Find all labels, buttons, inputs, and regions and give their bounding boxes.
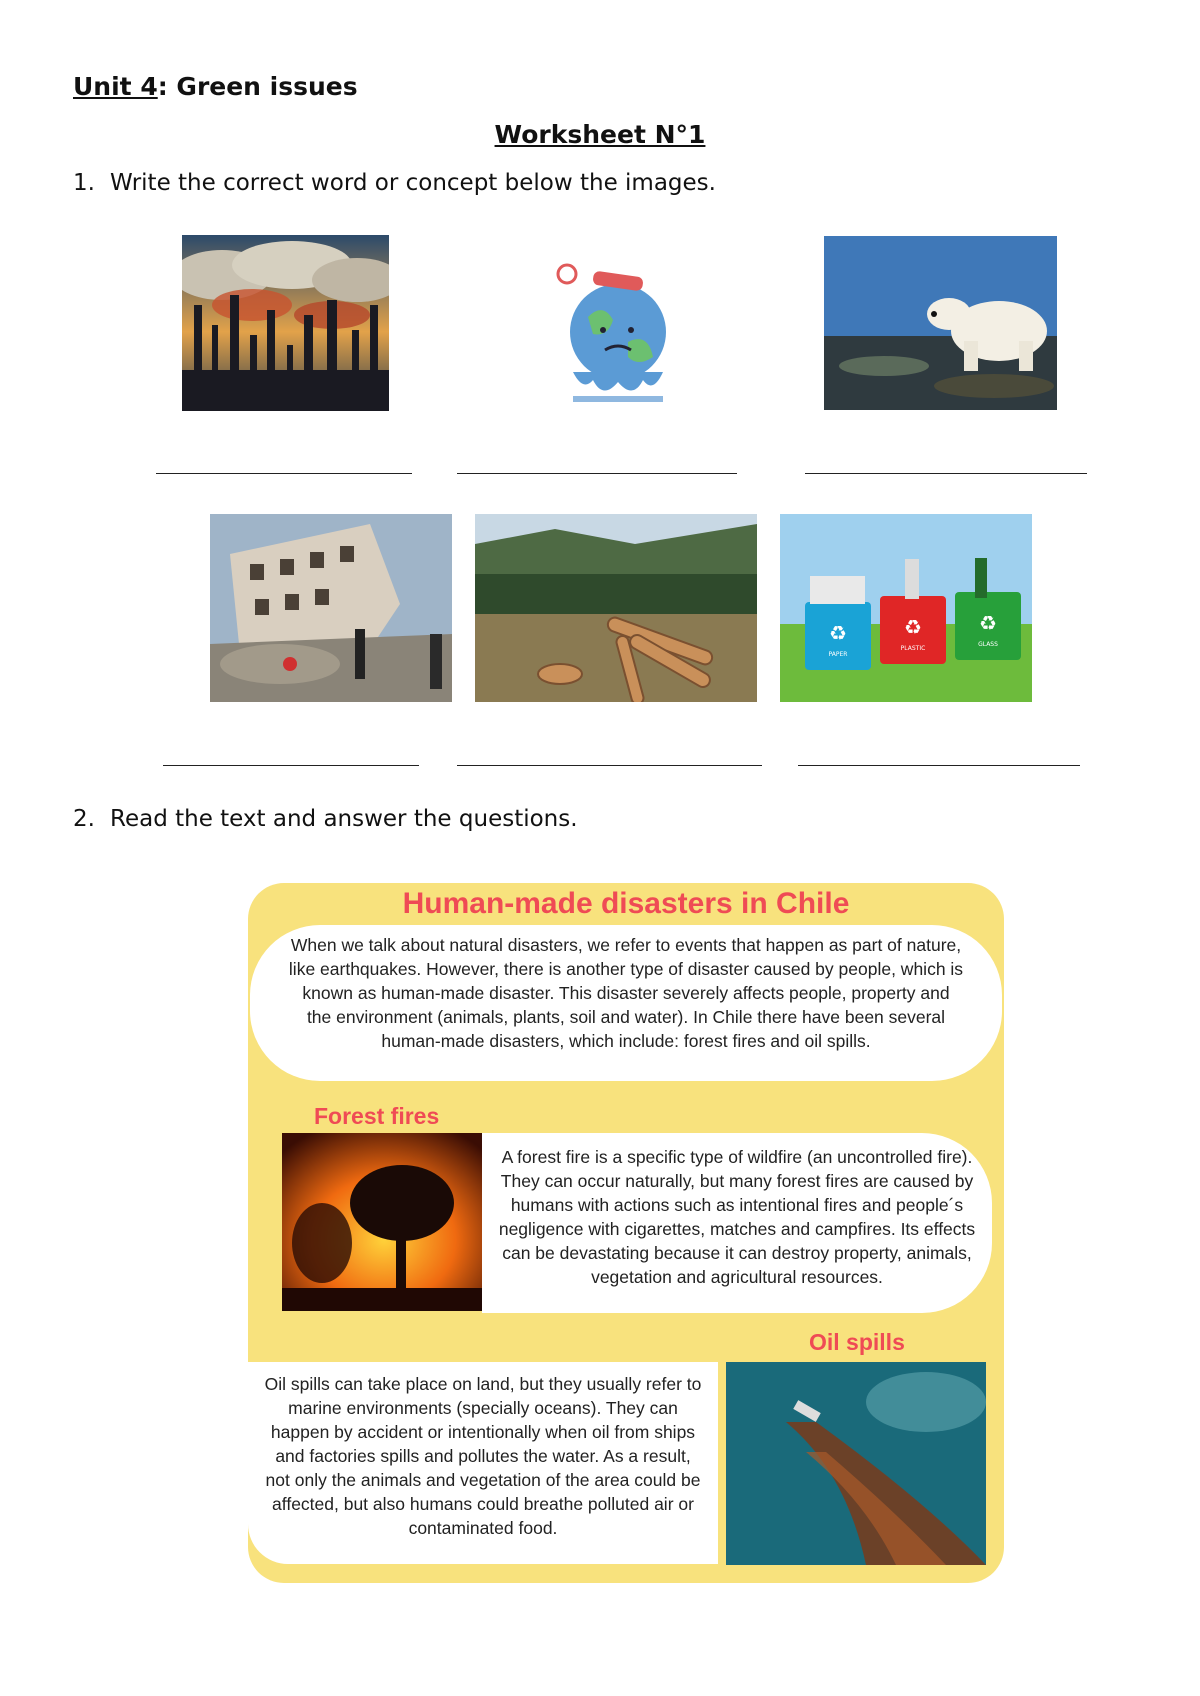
oil-spills-text: Oil spills can take place on land, but they usually refer to marine environments (specially oceans). They can happen by accident or intentionally when oil from ships and factories spills and pollutes the water. As a result, not only the animals and vegetation of the area could be affected, but also humans could breathe polluted air or contaminated food. — [248, 1362, 718, 1564]
bin-label-plastic: PLASTIC — [900, 645, 926, 652]
forest-fire-image — [282, 1133, 486, 1311]
bin-label-paper: PAPER — [828, 651, 848, 658]
infographic-title: Human-made disasters in Chile — [402, 887, 850, 920]
factory-smoke-image — [182, 235, 389, 411]
svg-text:♻: ♻ — [979, 611, 997, 635]
answer-line-6[interactable] — [798, 765, 1080, 766]
bin-label-glass: GLASS — [978, 641, 998, 648]
question-1-number: 1. — [73, 170, 95, 196]
question-1 — [73, 170, 716, 196]
deforestation-image — [475, 514, 757, 702]
question-2-text: Read the text and answer the questions. — [110, 806, 578, 832]
intro-text: When we talk about natural disasters, we refer to events that happen as part of nature, like earthquakes. However, there is another type of disaster caused by people, which is known as human-made disaster. This disaster severely affects people, property and the environment (animals, plants, soil and water). In Chile there have been several human-made disasters, which include: forest fires and oil spills. — [250, 925, 1002, 1081]
polar-bear-image — [824, 236, 1057, 410]
svg-text:♻: ♻ — [829, 621, 847, 645]
melting-earth-image — [553, 262, 683, 406]
oil-spills-heading: Oil spills — [809, 1329, 905, 1355]
recycling-bins-image — [780, 514, 1032, 702]
worksheet-title-text: Worksheet N°1 — [494, 120, 706, 149]
infographic-panel — [248, 883, 1004, 1583]
collapsed-building-image — [210, 514, 452, 702]
unit-topic: : Green issues — [157, 72, 358, 101]
unit-label: Unit 4 — [73, 72, 158, 101]
answer-line-4[interactable] — [163, 765, 419, 766]
forest-fires-text: A forest fire is a specific type of wildfire (an uncontrolled fire). They can occur naturally, but many forest fires are caused by humans with actions such as intentional fires and people´s negligence with cigarettes, matches and campfires. Its effects can be devastating because it can destroy property, animals, vegetation and agricultural resources. — [482, 1133, 992, 1313]
answer-line-3[interactable] — [805, 473, 1087, 474]
question-2-number: 2. — [73, 806, 95, 832]
worksheet-title — [0, 120, 1200, 149]
oil-spill-image — [726, 1362, 986, 1565]
answer-line-5[interactable] — [457, 765, 762, 766]
answer-line-1[interactable] — [156, 473, 412, 474]
question-1-text: Write the correct word or concept below the images. — [110, 170, 716, 196]
forest-fires-heading: Forest fires — [314, 1103, 440, 1129]
svg-text:♻: ♻ — [904, 615, 922, 639]
answer-line-2[interactable] — [457, 473, 737, 474]
unit-title — [73, 72, 358, 101]
question-2 — [73, 806, 578, 832]
